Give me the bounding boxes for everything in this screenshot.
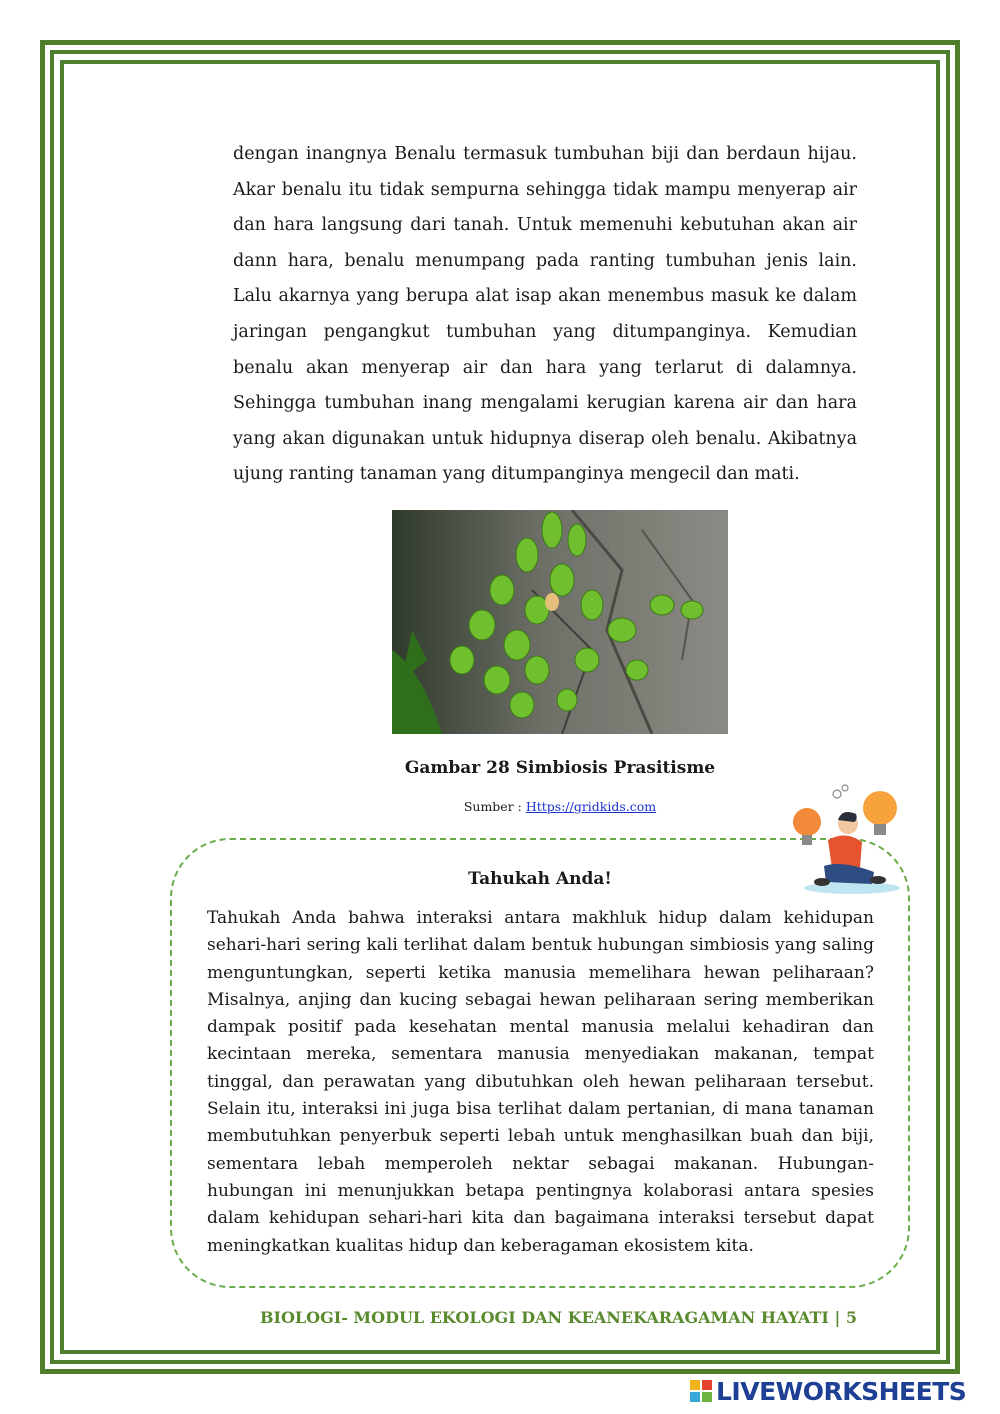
info-text: Tahukah Anda bahwa interaksi antara makhluk hidup dalam kehidupan sehari-hari sering kali terlihat dalam bentuk hubungan simbiosis yang saling menguntungkan, seperti ketika manusia memelihara hewan peliharaan? Misalnya, anjing dan kucing sebagai hewan peliharaan sering memberikan dampak positif pada kesehatan mental manusia melalui kehadiran dan kecintaan mereka, sementara manusia menyediakan makanan, tempat tinggal, dan perawatan yang dibutuhkan oleh hewan peliharaan tersebut. Selain itu, interaksi ini juga bisa terlihat dalam pertanian, di mana tanaman membutuhkan penyerbuk seperti lebah untuk menghasilkan buah dan biji, sementara lebah memperoleh nektar sebagai makanan. Hubungan-hubungan ini menunjukkan betapa pentingnya kolaborasi antara spesies dalam kehidupan sehari-hari kita dan bagaimana interaksi tersebut dapat meningkatkan kualitas hidup dan keberagaman ekosistem kita.: [207, 908, 874, 1256]
page-footer: BIOLOGI- MODUL EKOLOGI DAN KEANEKARAGAMAN HAYATI | 5: [259, 1308, 857, 1327]
figure-caption: Gambar 28 Simbiosis Prasitisme: [404, 758, 716, 778]
source-label: Sumber :: [463, 799, 526, 814]
figure-source: [300, 799, 820, 814]
liveworksheets-logo-icon: [690, 1380, 712, 1402]
info-title: Tahukah Anda!: [468, 869, 612, 889]
source-link[interactable]: Https://gridkids.com: [525, 799, 657, 814]
body-paragraph: dengan inangnya Benalu termasuk tumbuhan biji dan berdaun hijau. Akar benalu itu tidak sempurna sehingga tidak mampu menyerap air dan hara langsung dari tanah. Untuk memenuhi kebutuhan akan air dann hara, benalu menumpang pada ranting tumbuhan jenis lain. Lalu akarnya yang berupa alat isap akan menembus masuk ke dalam jaringan pengangkut tumbuhan yang ditumpanginya. Kemudian benalu akan menyerap air dan hara yang terlarut di dalamnya. Sehingga tumbuhan inang mengalami kerugian karena air dan hara yang akan digunakan untuk hidupnya diserap oleh benalu. Akibatnya ujung ranting tanaman yang ditumpanginya mengecil dan mati.: [233, 144, 857, 485]
brand-name: LIVEWORKSHEETS: [716, 1376, 967, 1406]
liveworksheets-brand[interactable]: [690, 1374, 990, 1408]
mistletoe-photo: [392, 510, 728, 734]
